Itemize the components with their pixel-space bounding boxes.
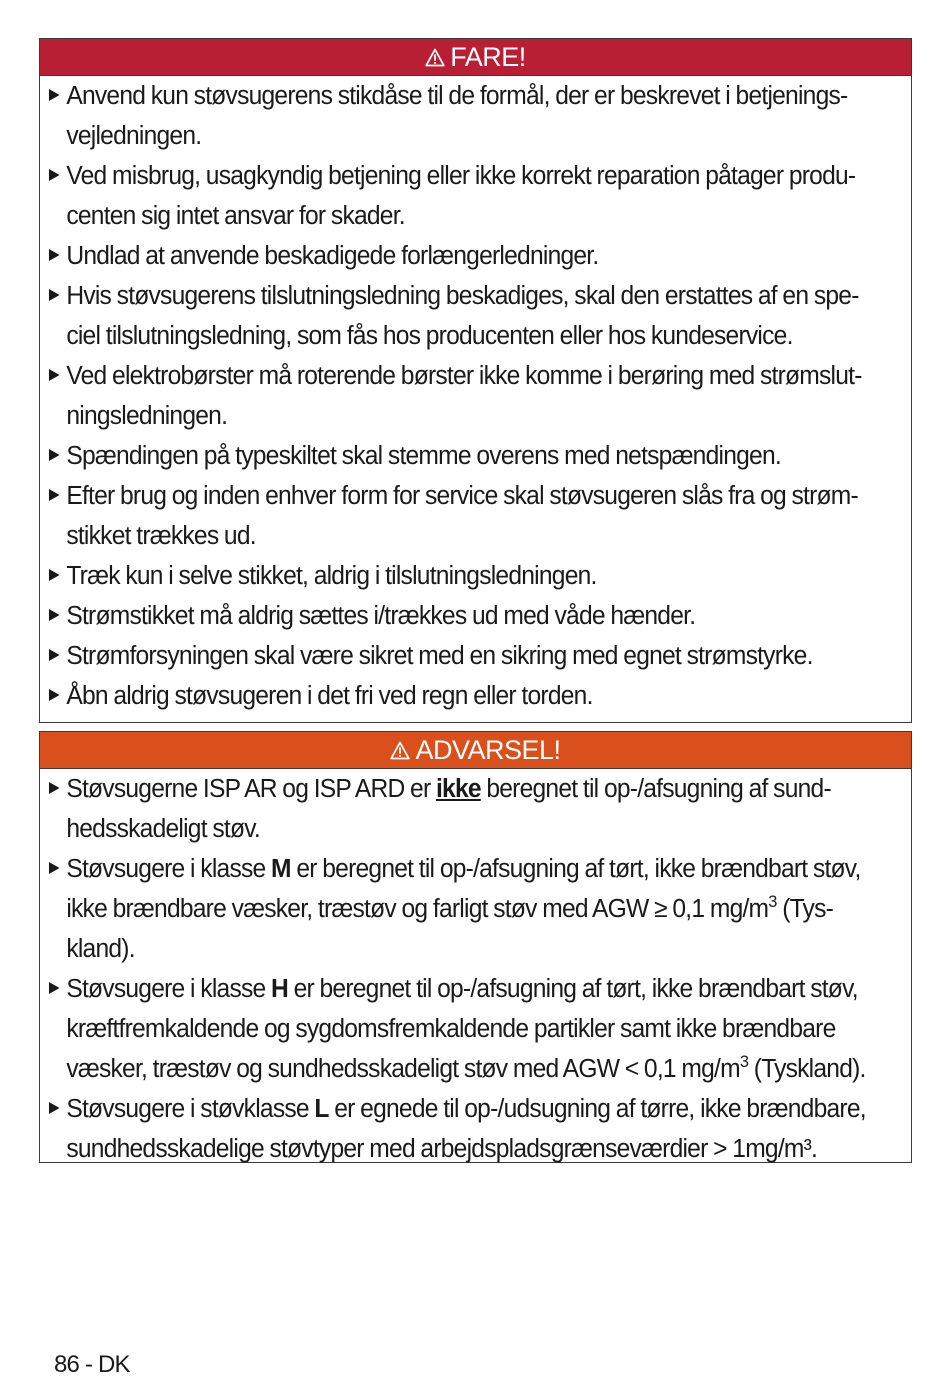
warning-header [40, 732, 911, 769]
list-item: Ved elektrobørster må roterende børster ikke komme i berøring med strømslut- ningsledningen. [48, 356, 875, 436]
bullet-arrow-icon [49, 782, 60, 794]
warning-triangle-icon [390, 741, 410, 760]
list-item: Træk kun i selve stikket, aldrig i tilslutningsledningen. [48, 556, 875, 596]
bullet-arrow-icon [49, 89, 60, 101]
list-item: Støvsugere i støvklasse L er egnede til op-/udsugning af tørre, ikke brændbare, sundhedsskadelige støvtyper med arbejdspladsgrænseværdier > 1mg/m³. [48, 1089, 875, 1169]
bullet-arrow-icon [49, 689, 60, 701]
list-item: Støvsugere i klasse M er beregnet til op-/afsugning af tørt, ikke brændbart støv, ikke brændbare væsker, træstøv og farligt støv med AGW ≥ 0,1 $mg/m^3$ (Tys- kland). [48, 849, 875, 969]
bullet-arrow-icon [49, 649, 60, 661]
list-item: Anvend kun støvsugerens stikdåse til de formål, der er beskrevet i betjenings- vejledningen. [48, 76, 875, 156]
danger-box [39, 38, 912, 723]
list-item: Undlad at anvende beskadigede forlængerledninger. [48, 236, 875, 276]
bullet-arrow-icon [49, 982, 60, 994]
bullet-arrow-icon [49, 249, 60, 261]
list-item: Strømstikket må aldrig sættes i/trækkes ud med våde hænder. [48, 596, 875, 636]
warning-title: ADVARSEL! [415, 734, 561, 765]
list-item: Ved misbrug, usagkyndig betjening eller ikke korrekt reparation påtager produ- centen sig intet ansvar for skader. [48, 156, 875, 236]
warning-triangle-icon [425, 48, 445, 67]
list-item: Efter brug og inden enhver form for service skal støvsugeren slås fra og strøm- stikket trækkes ud. [48, 476, 875, 556]
list-item: Hvis støvsugerens tilslutningsledning beskadiges, skal den erstattes af en spe- ciel tilslutningsledning, som fås hos producenten eller hos kundeservice. [48, 276, 875, 356]
page-number: 86 - DK [54, 1351, 130, 1378]
danger-header [40, 39, 911, 76]
list-item: Støvsugere i klasse H er beregnet til op-/afsugning af tørt, ikke brændbart støv, kræftfremkaldende og sygdomsfremkaldende partikler samt ikke brændbare væsker, træstøv og sundhedsskadeligt støv med AGW < 0,1 $mg/m^3$ (Tyskland). [48, 969, 875, 1089]
bullet-arrow-icon [49, 369, 60, 381]
warning-list [40, 769, 911, 1169]
danger-title: FARE! [450, 41, 526, 72]
danger-list [40, 76, 911, 716]
bullet-arrow-icon [49, 569, 60, 581]
bullet-arrow-icon [49, 862, 60, 874]
list-item: Åbn aldrig støvsugeren i det fri ved regn eller torden. [48, 676, 875, 716]
bullet-arrow-icon [49, 609, 60, 621]
list-item: Strømforsyningen skal være sikret med en sikring med egnet strømstyrke. [48, 636, 875, 676]
bullet-arrow-icon [49, 449, 60, 461]
list-item: Støvsugerne ISP AR og ISP ARD er ikke beregnet til op-/afsugning af sund- hedsskadeligt støv. [48, 769, 875, 849]
list-item: Spændingen på typeskiltet skal stemme overens med netspændingen. [48, 436, 875, 476]
bullet-arrow-icon [49, 489, 60, 501]
bullet-arrow-icon [49, 1102, 60, 1114]
warning-box [39, 731, 912, 1163]
bullet-arrow-icon [49, 289, 60, 301]
bullet-arrow-icon [49, 169, 60, 181]
